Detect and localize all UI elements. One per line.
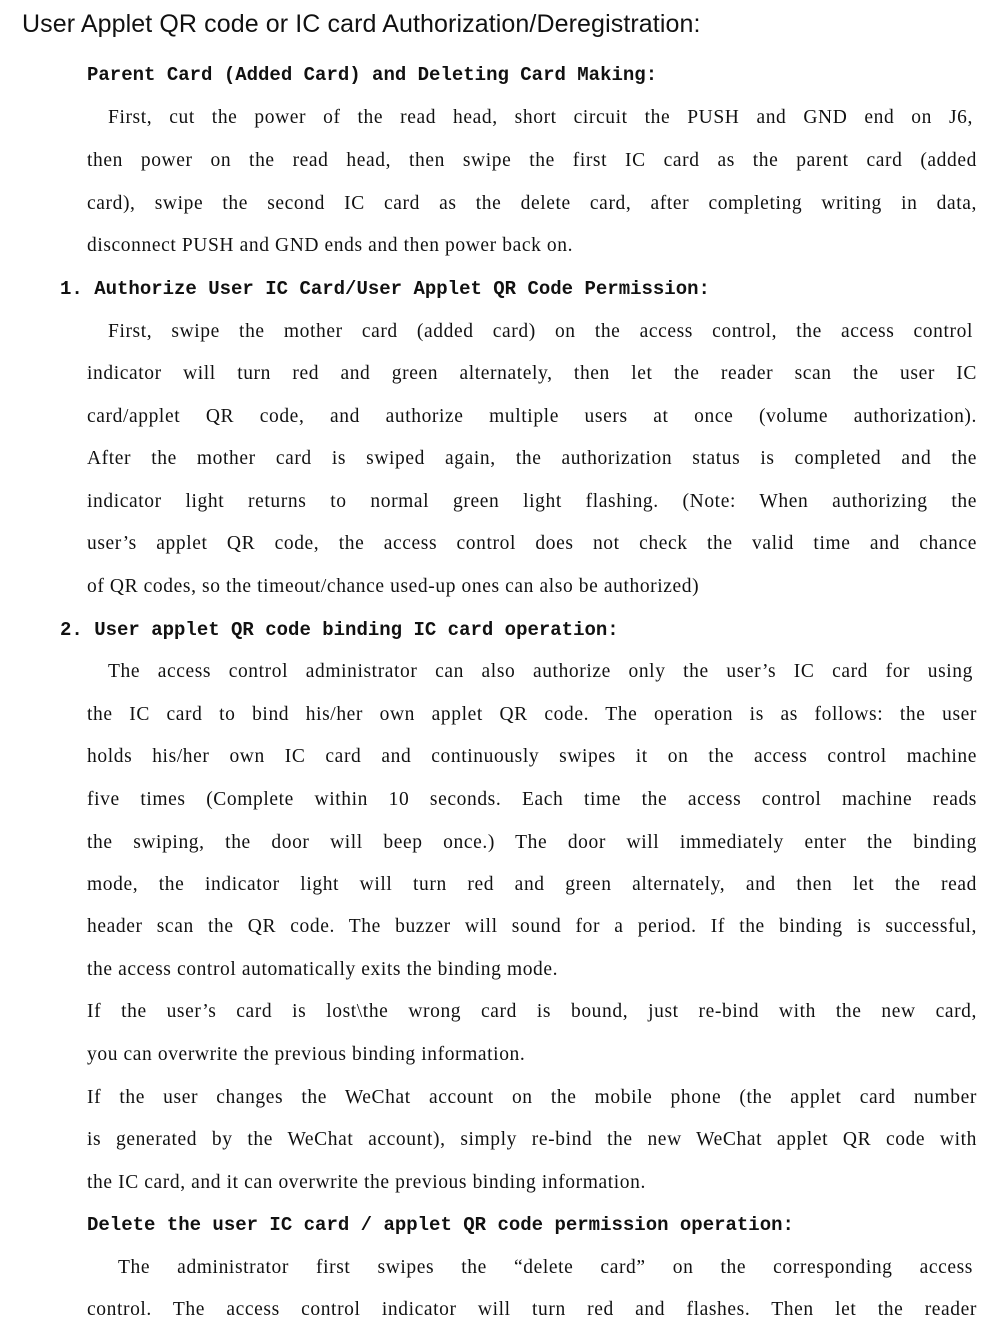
paragraph-line: card), swipe the second IC card as the delete card, after completing writing in data, xyxy=(87,193,977,214)
paragraph-line: the access control automatically exits the binding mode. xyxy=(87,959,559,980)
paragraph-line: header scan the QR code. The buzzer will sound for a period. If the binding is successful, xyxy=(87,916,977,937)
paragraph-line: the swiping, the door will beep once.) The door will immediately enter the binding xyxy=(87,832,977,853)
paragraph-line: First, cut the power of the read head, short circuit the PUSH and GND end on J6, xyxy=(108,107,973,128)
paragraph-line: indicator will turn red and green alternately, then let the reader scan the user IC xyxy=(87,363,977,384)
paragraph-line: five times (Complete within 10 seconds. Each time the access control machine reads xyxy=(87,789,977,810)
section-heading-binding: 2. User applet QR code binding IC card operation: xyxy=(60,619,619,641)
paragraph-line: user’s applet QR code, the access control does not check the valid time and chance xyxy=(87,533,977,554)
paragraph-line: then power on the read head, then swipe the first IC card as the parent card (added xyxy=(87,150,977,171)
paragraph-line: The access control administrator can also authorize only the user’s IC card for using xyxy=(108,661,973,682)
paragraph-line: the IC card, and it can overwrite the previous binding information. xyxy=(87,1172,646,1193)
paragraph-line: is generated by the WeChat account), simply re-bind the new WeChat applet QR code with xyxy=(87,1129,977,1150)
paragraph-line: If the user changes the WeChat account on the mobile phone (the applet card number xyxy=(87,1087,977,1108)
section-heading-parent-card: Parent Card (Added Card) and Deleting Card Making: xyxy=(87,64,658,86)
paragraph-line: indicator light returns to normal green light flashing. (Note: When authorizing the xyxy=(87,491,977,512)
paragraph-line: of QR codes, so the timeout/chance used-up ones can also be authorized) xyxy=(87,576,700,597)
paragraph-line: the IC card to bind his/her own applet QR code. The operation is as follows: the user xyxy=(87,704,977,725)
paragraph-line: After the mother card is swiped again, the authorization status is completed and the xyxy=(87,448,977,469)
paragraph-line: If the user’s card is lost\the wrong card is bound, just re-bind with the new card, xyxy=(87,1001,977,1022)
section-heading-delete: Delete the user IC card / applet QR code permission operation: xyxy=(87,1214,794,1236)
paragraph-line: First, swipe the mother card (added card) on the access control, the access control xyxy=(108,321,973,342)
paragraph-line: mode, the indicator light will turn red and green alternately, and then let the read xyxy=(87,874,977,895)
paragraph-line: holds his/her own IC card and continuously swipes it on the access control machine xyxy=(87,746,977,767)
page-title: User Applet QR code or IC card Authorization/Deregistration: xyxy=(22,10,701,38)
paragraph-line: you can overwrite the previous binding information. xyxy=(87,1044,526,1065)
section-heading-authorize: 1. Authorize User IC Card/User Applet QR Code Permission: xyxy=(60,278,710,300)
paragraph-line: control. The access control indicator will turn red and flashes. Then let the reader xyxy=(87,1299,977,1320)
paragraph-line: disconnect PUSH and GND ends and then power back on. xyxy=(87,235,574,256)
paragraph-line: card/applet QR code, and authorize multiple users at once (volume authorization). xyxy=(87,406,977,427)
paragraph-line: The administrator first swipes the “delete card” on the corresponding access xyxy=(118,1257,973,1278)
